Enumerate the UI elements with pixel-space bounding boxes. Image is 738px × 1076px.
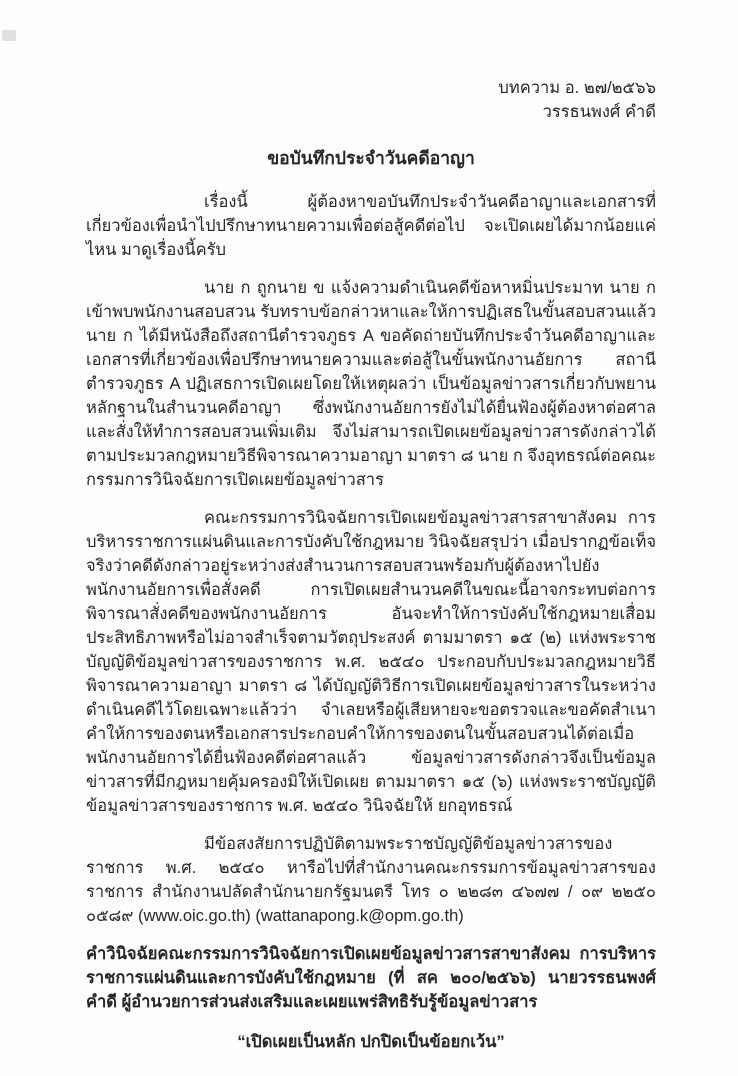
author-name: วรรธนพงศ์ คำดี	[542, 103, 656, 121]
article-number: บทความ อ. ๒๗/๒๕๖๖	[498, 79, 656, 97]
paragraph-decision-reference: คำวินิจฉัยคณะกรรมการวินิจฉัยการเปิดเผยข้อมูลข่าวสารสาขาสังคม การบริหารราชการแผ่นดินและการบังคับใช้กฎหมาย (ที่ สค ๒๐๐/๒๕๖๖) นายวรรธนพงศ์ คำดี ผู้อำนวยการส่วนส่งเสริมและเผยแพร่สิทธิรับรู้ข้อมูลข่าวสาร	[86, 945, 656, 1011]
paragraph-contact-info: มีข้อสงสัยการปฏิบัติตามพระราชบัญญัติข้อมูลข่าวสารของราชการ พ.ศ. ๒๕๔๐ หารือไปที่สำนักงานคณะกรรมการข้อมูลข่าวสารของราชการ สำนักงานปลัดสำนักนายกรัฐมนตรี โทร ๐ ๒๒๘๓ ๔๖๗๗ / ๐๙ ๒๒๕๐ ๐๕๘๙ (www.oic.go.th) (wattanapong.k@opm.go.th)	[86, 835, 656, 925]
document-title: ขอบันทึกประจำวันคดีอาญา	[267, 148, 475, 168]
paragraph-case-facts: นาย ก ถูกนาย ข แจ้งความดำเนินคดีข้อหาหมิ่นประมาท นาย ก เข้าพบพนักงานสอบสวน รับทราบข้อกล่าวหาและให้การปฏิเสธในขั้นสอบสวนแล้ว นาย ก ได้มีหนังสือถึงสถานีตำรวจภูธร A ขอคัดถ่ายบันทึกประจำวันคดีอาญาและเอกสารที่เกี่ยวข้องเพื่อปรึกษาทนายความและต่อสู้ในขั้นพนักงานอัยการ สถานีตำรวจภูธร A ปฏิเสธการเปิดเผยโดยให้เหตุผลว่า เป็นข้อมูลข่าวสารเกี่ยวกับพยานหลักฐานในสำนวนคดีอาญา ซึ่งพนักงานอัยการยังไม่ได้ยื่นฟ้องผู้ต้องหาต่อศาลและสั่งให้ทำการสอบสวนเพิ่มเติม จึงไม่สามารถเปิดเผยข้อมูลข่าวสารดังกล่าวได้ ตามประมวลกฎหมายวิธีพิจารณาความอาญา มาตรา ๘ นาย ก จึงอุทธรณ์ต่อคณะกรรมการวินิจฉัยการเปิดเผยข้อมูลข่าวสาร	[86, 279, 657, 489]
document-header	[86, 76, 656, 124]
scan-smudge-artifact	[2, 30, 16, 41]
document-page	[86, 0, 656, 1054]
paragraph-intro: เรื่องนี้ ผู้ต้องหาขอบันทึกประจำวันคดีอาญาและเอกสารที่เกี่ยวข้องเพื่อนำไปปรึกษาทนายความเพื่อต่อสู้คดีต่อไป จะเปิดเผยได้มากน้อยแค่ไหน มาดูเรื่องนี้ครับ	[86, 193, 656, 259]
paragraph-committee-ruling: คณะกรรมการวินิจฉัยการเปิดเผยข้อมูลข่าวสารสาขาสังคม การบริหารราชการแผ่นดินและการบังคับใช้กฎหมาย วินิจฉัยสรุปว่า เมื่อปรากฏข้อเท็จจริงว่าคดีดังกล่าวอยู่ระหว่างส่งสำนวนการสอบสวนพร้อมกับผู้ต้องหาไปยังพนักงานอัยการเพื่อสั่งคดี การเปิดเผยสำนวนคดีในขณะนี้อาจกระทบต่อการพิจารณาสั่งคดีของพนักงานอัยการ อันจะทำให้การบังคับใช้กฎหมายเสื่อมประสิทธิภาพหรือไม่อาจสำเร็จตามวัตถุประสงค์ ตามมาตรา ๑๕ (๒) แห่งพระราชบัญญัติข้อมูลข่าวสารของราชการ พ.ศ. ๒๕๔๐ ประกอบกับประมวลกฎหมายวิธีพิจารณาความอาญา มาตรา ๘ ได้บัญญัติวิธีการเปิดเผยข้อมูลข่าวสารในระหว่างดำเนินคดีไว้โดยเฉพาะแล้วว่า จำเลยหรือผู้เสียหายจะขอตรวจและขอคัดสำเนาคำให้การของตนหรือเอกสารประกอบคำให้การของตนในขั้นสอบสวนได้ต่อเมื่อพนักงานอัยการได้ยื่นฟ้องคดีต่อศาลแล้ว ข้อมูลข่าวสารดังกล่าวจึงเป็นข้อมูลข่าวสารที่มีกฎหมายคุ้มครองมิให้เปิดเผย ตามมาตรา ๑๕ (๖) แห่งพระราชบัญญัติข้อมูลข่าวสารของราชการ พ.ศ. ๒๕๔๐ วินิจฉัยให้ ยกอุทธรณ์	[86, 509, 656, 815]
document-tagline: “เปิดเผยเป็นหลัก ปกปิดเป็นข้อยกเว้น”	[237, 1033, 505, 1051]
